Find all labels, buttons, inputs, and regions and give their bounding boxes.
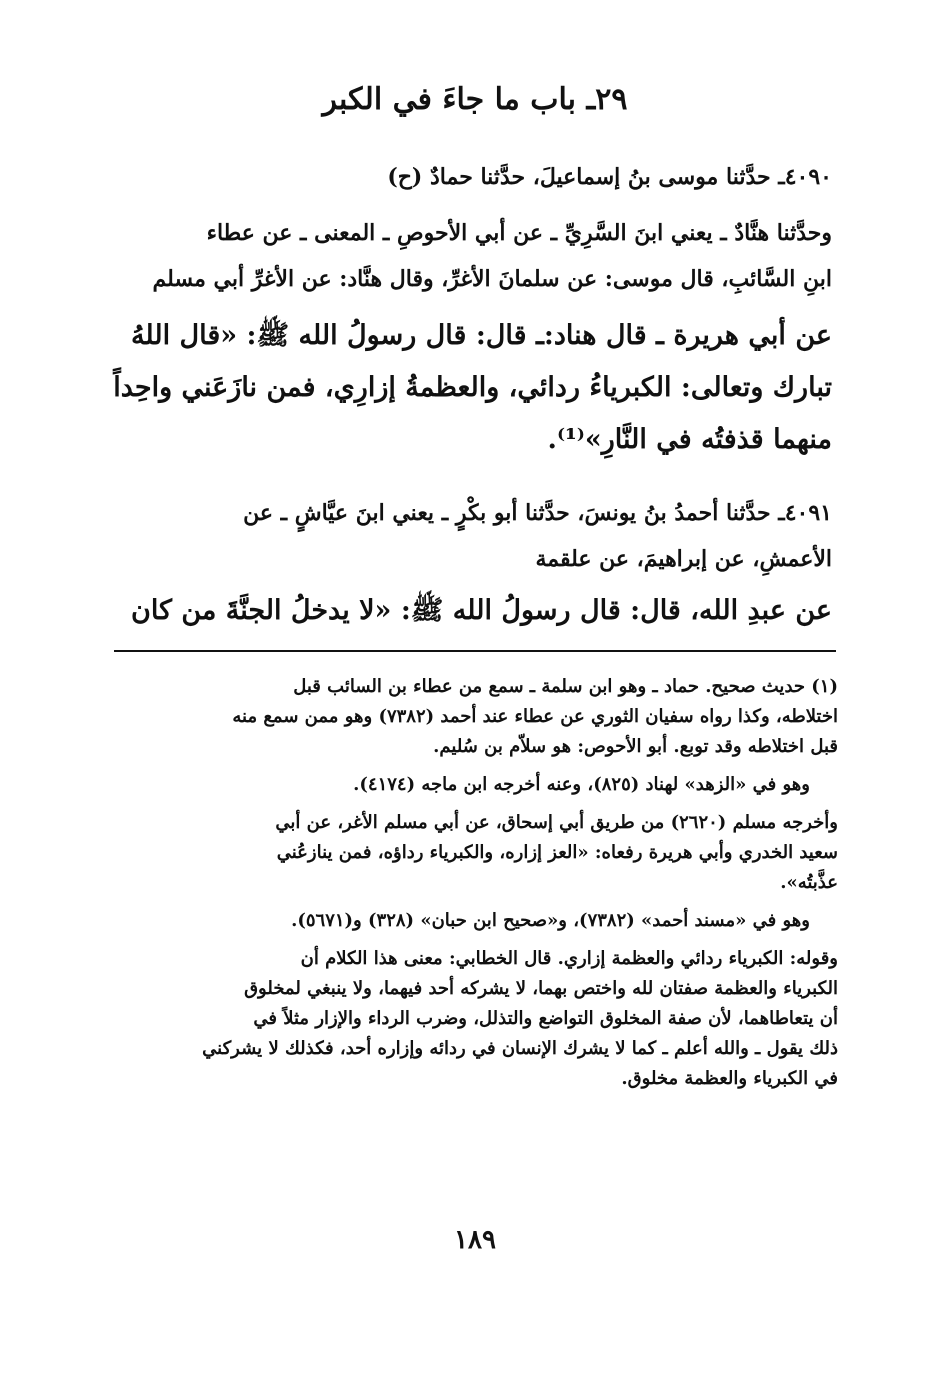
text-line: تبارك وتعالى: الكبرياءُ ردائي، والعظمةُ إزارِي، فمن نازَعَني واحِداً	[113, 372, 832, 403]
text-line: منهما قذفتُه في النَّارِ»⁽¹⁾.	[547, 424, 832, 455]
text-line: ابنِ السَّائبِ، قال موسى: عن سلمانَ الأغرِّ، وقال هنَّاد: عن الأغرِّ أبي مسلم	[152, 266, 832, 292]
footnote-paragraph	[112, 944, 838, 1094]
text-line: الكبرياء والعظمة صفتان لله واختص بهما، لا يشركه أحد فيهما، ولا ينبغي لمخلوق	[244, 978, 838, 999]
text-line: في الكبرياء والعظمة مخلوق.	[621, 1068, 838, 1089]
footnote-paragraph	[112, 770, 838, 800]
hadith-4091-matn	[112, 585, 832, 637]
text-line: سعيد الخدري وأبي هريرة رفعاه: «العز إزاره، والكبرياء رداؤه، فمن ينازعُني	[276, 842, 838, 863]
text-line: عذَّبتُه».	[780, 872, 838, 893]
hadith-4090-chain	[112, 210, 832, 302]
chapter-title: ٢٩ـ باب ما جاءَ في الكبر	[322, 82, 628, 117]
footnote-1	[112, 672, 838, 762]
text-line: وهو في «مسند أحمد» (٧٣٨٢)، و«صحيح ابن حبان» (٣٢٨) و(٥٦٧١).	[291, 910, 810, 931]
hadith-4090-chain-line-1	[112, 154, 832, 200]
footnote-divider	[114, 650, 836, 652]
text-line: ذلك يقول ـ والله أعلم ـ كما لا يشرك الإنسان في ردائه وإزاره أحد، فكذلك لا يشركني	[202, 1038, 838, 1059]
text-line: قبل اختلاطه وقد توبع. أبو الأحوص: هو سلاّم بن سُليم.	[433, 736, 838, 757]
hadith-4090-matn	[112, 310, 832, 466]
text-line: وحدَّثنا هنَّادٌ ـ يعني ابنَ السَّرِيِّ ـ عن أبي الأحوصِ ـ المعنى ـ عن عطاء	[206, 220, 832, 246]
text-line: أن يتعاطاهما، لأن صفة المخلوق التواضع والتذلل، وضرب الرداء والإزار مثلاً في	[253, 1008, 838, 1029]
text-line: ٤٠٩١ـ حدَّثنا أحمدُ بنُ يونسَ، حدَّثنا أبو بكْرٍ ـ يعني ابنَ عيَّاشٍ ـ عن	[243, 500, 832, 526]
text-line: عن أبي هريرة ـ قال هناد:ـ قال: قال رسولُ الله ﷺ: «قال اللهُ	[130, 320, 832, 351]
text-line: الأعمشِ، عن إبراهيمَ، عن علقمة	[535, 546, 832, 572]
text-line: عن عبدِ الله، قال: قال رسولُ الله ﷺ: «لا يدخلُ الجنَّةَ من كان	[131, 595, 832, 626]
text-line: (١) حديث صحيح. حماد ـ وهو ابن سلمة ـ سمع من عطاء بن السائب قبل	[293, 676, 838, 697]
page-number: ١٨٩	[454, 1225, 496, 1255]
text-line: اختلاطه، وكذا رواه سفيان الثوري عن عطاء عند أحمد (٧٣٨٢) وهو ممن سمع منه	[232, 706, 838, 727]
footnote-paragraph	[112, 906, 838, 936]
footnote-paragraph	[112, 808, 838, 898]
text-line: وأخرجه مسلم (٢٦٢٠) من طريق أبي إسحاق، عن أبي مسلم الأغر، عن أبي	[275, 812, 838, 833]
text-line: ٤٠٩٠ـ حدَّثنا موسى بنُ إسماعيلَ، حدَّثنا حمادٌ (ح)	[387, 164, 832, 190]
text-line: وهو في «الزهد» لهناد (٨٢٥)، وعنه أخرجه ابن ماجه (٤١٧٤).	[353, 774, 810, 795]
footnotes	[112, 672, 838, 1102]
hadith-4091-chain	[112, 490, 832, 582]
text-line: وقوله: الكبرياء ردائي والعظمة إزاري. قال الخطابي: معنى هذا الكلام أن	[300, 948, 838, 969]
